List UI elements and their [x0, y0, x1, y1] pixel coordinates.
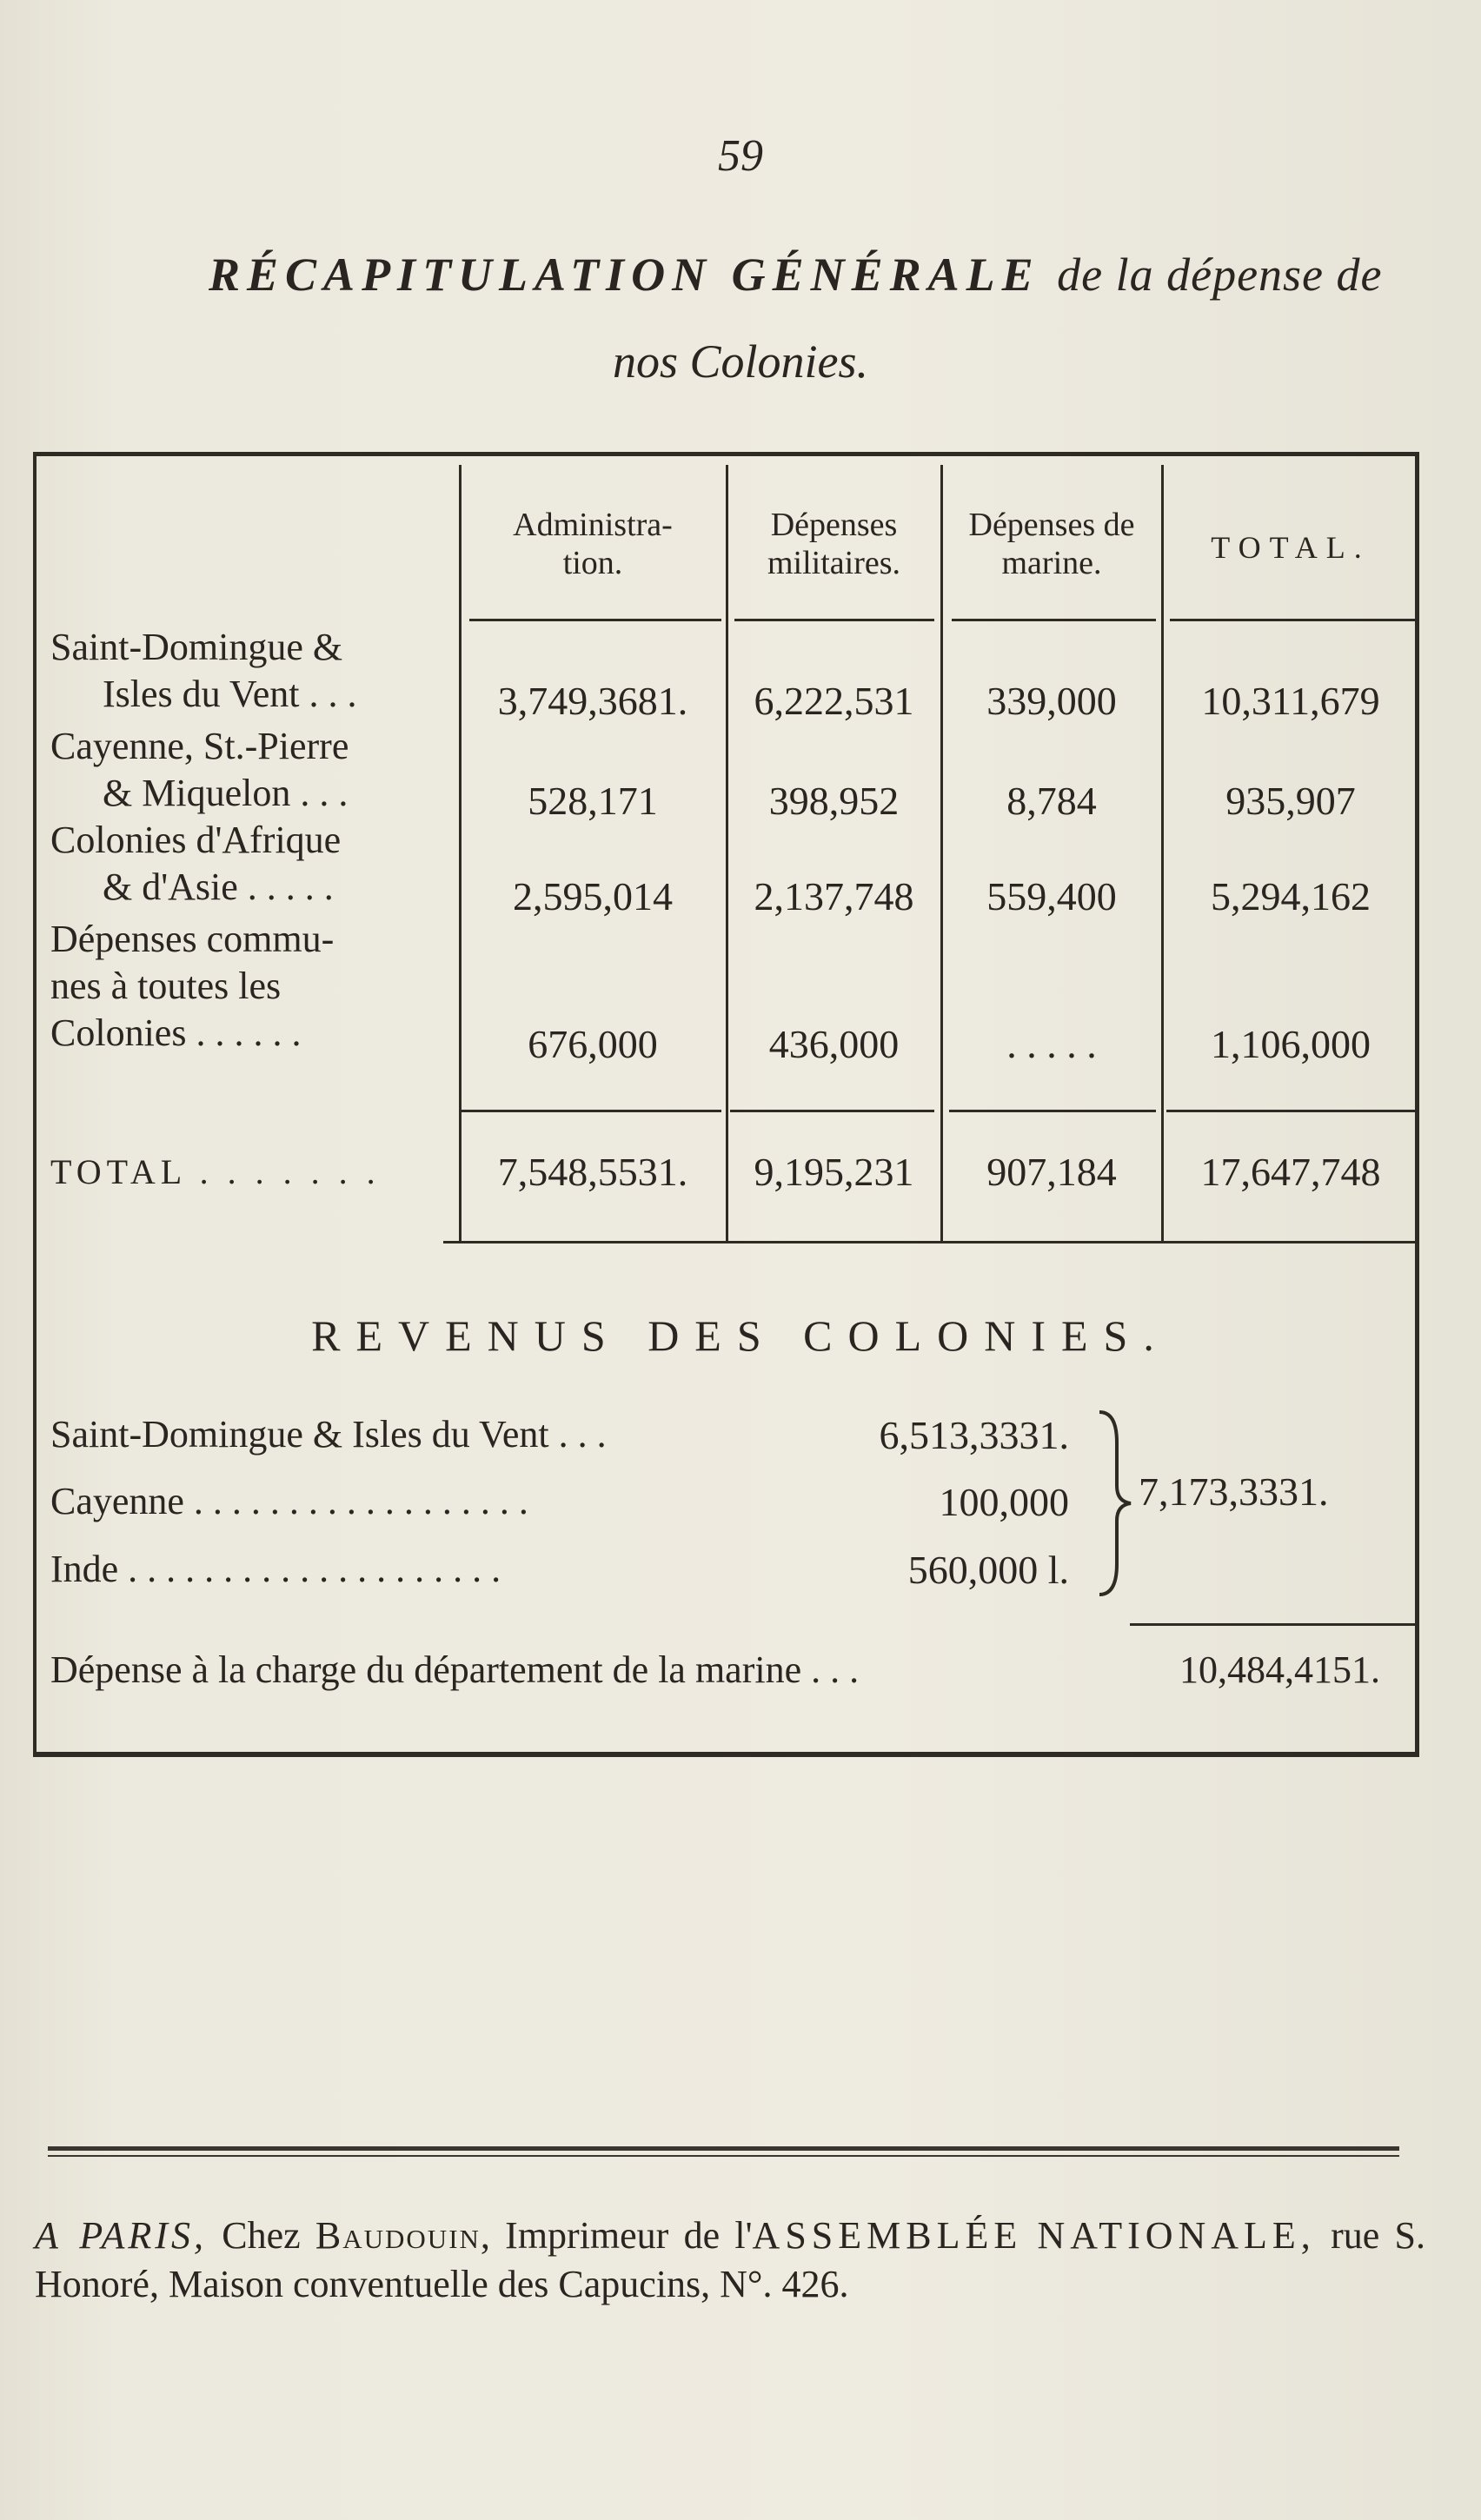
- header-rule: [734, 619, 934, 621]
- header-rule: [952, 619, 1156, 621]
- cell-military: 436,000: [768, 1022, 900, 1066]
- revenue-value: 6,513,3331.: [879, 1413, 1069, 1457]
- cell-navy: 559,400: [986, 874, 1117, 918]
- imprint-assembly-1: ASSEMBLÉE: [752, 2214, 1023, 2257]
- page-title: [209, 248, 1443, 302]
- imprint-rule: [48, 2146, 1399, 2157]
- total-rule: [1166, 1110, 1417, 1112]
- title-lead: RÉCAPITULATION GÉNÉRALE: [209, 249, 1040, 301]
- header-navy: [943, 506, 1160, 582]
- table-bottom-rule: [33, 1752, 1419, 1757]
- header-administration: [462, 506, 723, 582]
- header-military: [728, 506, 940, 582]
- row-label-line2: & d'Asie . . . . .: [103, 865, 334, 908]
- header-mil-line1: Dépenses: [770, 507, 898, 543]
- total-row-label: TOTAL . . . . . . .: [50, 1152, 381, 1191]
- revenue-row-cayenne: Cayenne . . . . . . . . . . . . . . . . . .: [50, 1480, 528, 1522]
- row-label-depenses-communes: [50, 916, 442, 1057]
- col-divider: [1161, 465, 1164, 1243]
- cell-total: 935,907: [1225, 779, 1356, 823]
- revenue-row-inde: Inde . . . . . . . . . . . . . . . . . . . .: [50, 1548, 501, 1590]
- sum-rule: [1130, 1623, 1417, 1626]
- header-rule: [469, 619, 721, 621]
- total-rule: [461, 1110, 721, 1112]
- cell-admin: 528,171: [528, 779, 658, 823]
- cell-military: 6,222,531: [754, 679, 914, 723]
- cell-navy: 8,784: [1006, 779, 1097, 823]
- imprint-printer: Baudouin: [315, 2214, 481, 2257]
- cell-navy: . . . . .: [1006, 1022, 1097, 1066]
- header-mar-line2: marine.: [1001, 545, 1102, 581]
- expense-label: Dépense à la charge du département de la marine . . .: [50, 1648, 860, 1691]
- revenue-value: 560,000 l.: [907, 1548, 1069, 1592]
- header-admin-line1: Administra-: [513, 507, 673, 543]
- row-label-line-mid: nes à toutes les: [50, 965, 282, 1007]
- revenue-value: 100,000: [939, 1480, 1069, 1524]
- revenue-row-saint-domingue: Saint-Domingue & Isles du Vent . . .: [50, 1413, 607, 1456]
- cell-military: 398,952: [768, 779, 900, 823]
- row-label-line1: Colonies d'Afrique: [50, 819, 342, 861]
- curly-brace-icon: [1082, 1408, 1134, 1599]
- header-mil-line2: militaires.: [767, 545, 901, 581]
- header-mar-line1: Dépenses de: [968, 507, 1135, 543]
- table-rule: [443, 1241, 1419, 1243]
- cell-total: 10,311,679: [1201, 679, 1380, 723]
- cell-military: 2,137,748: [754, 874, 914, 918]
- title-tail: de la dépense de: [1057, 249, 1383, 301]
- expense-line: [50, 1648, 1406, 1692]
- row-label-line2: Isles du Vent . . .: [103, 673, 357, 715]
- imprint-address: rue S. Honoré, Maison conventuelle des Capucins, N°. 426.: [35, 2214, 1425, 2305]
- row-label-saint-domingue: [50, 624, 442, 718]
- cell-total: 1,106,000: [1211, 1022, 1371, 1066]
- imprint-chez: Chez: [222, 2214, 301, 2257]
- row-label-afrique-asie: [50, 817, 442, 911]
- cell-admin: 2,595,014: [513, 874, 673, 918]
- header-admin-line2: tion.: [562, 545, 623, 581]
- row-label-line2: Colonies . . . . . .: [50, 1011, 302, 1054]
- col-divider: [459, 465, 462, 1243]
- page-number: 59: [718, 131, 763, 181]
- page-subtitle: nos Colonies.: [612, 335, 869, 388]
- cell-total: 5,294,162: [1211, 874, 1371, 918]
- imprint-assembly-2: NATIONALE,: [1037, 2214, 1316, 2257]
- total-grand: 17,647,748: [1200, 1150, 1381, 1194]
- imprint-place: A PARIS,: [35, 2214, 207, 2257]
- row-label-line1: Saint-Domingue &: [50, 626, 343, 668]
- imprint: [35, 2212, 1425, 2309]
- total-rule: [730, 1110, 934, 1112]
- row-label-line2: & Miquelon . . .: [103, 772, 349, 814]
- imprint-role: , Imprimeur de l': [480, 2214, 753, 2257]
- row-label-line1: Cayenne, St.-Pierre: [50, 725, 349, 767]
- total-military: 9,195,231: [754, 1150, 914, 1194]
- row-label-cayenne: [50, 723, 442, 817]
- cell-admin: 3,749,3681.: [497, 679, 688, 723]
- row-label-line1: Dépenses commu-: [50, 918, 335, 960]
- revenues-sum: 7,173,3331.: [1139, 1469, 1329, 1514]
- expense-value: 10,484,4151.: [1179, 1648, 1380, 1691]
- cell-navy: 339,000: [986, 679, 1117, 723]
- header-rule: [1170, 619, 1417, 621]
- header-total: TOTAL.: [1211, 530, 1371, 565]
- total-admin: 7,548,5531.: [497, 1150, 688, 1194]
- revenues-title: REVENUS DES COLONIES.: [311, 1311, 1170, 1360]
- total-navy: 907,184: [986, 1150, 1117, 1194]
- total-rule: [949, 1110, 1156, 1112]
- cell-admin: 676,000: [528, 1022, 658, 1066]
